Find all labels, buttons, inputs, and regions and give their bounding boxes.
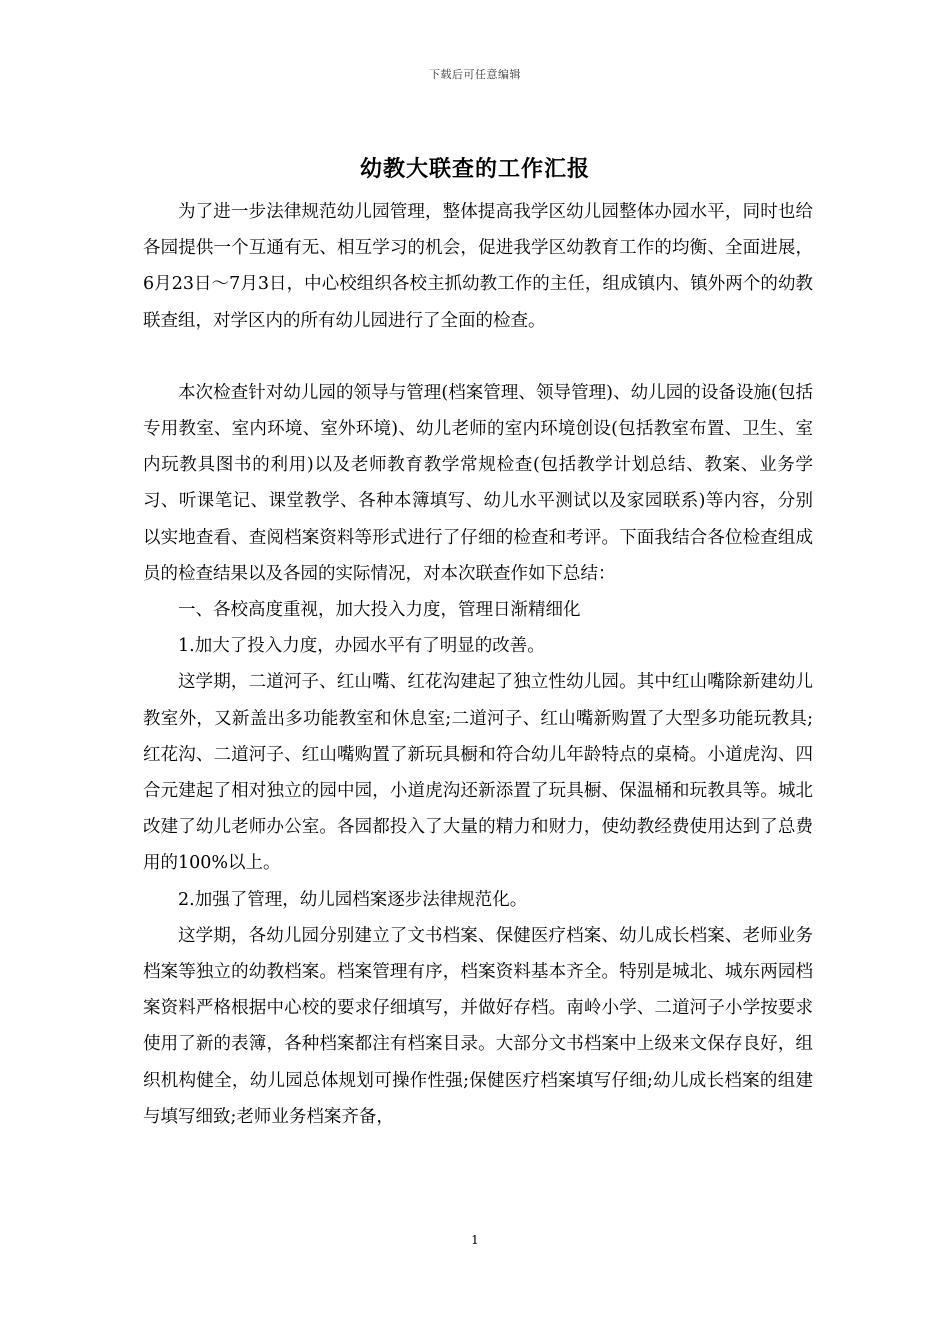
paragraph-gap xyxy=(143,339,813,375)
document-title: 幼教大联查的工作汇报 xyxy=(359,156,590,182)
subheading-1: 1.加大了投入力度，办园水平有了明显的改善。 xyxy=(178,636,545,657)
paragraph-scope: 本次检查针对幼儿园的领导与管理(档案管理、领导管理)、幼儿园的设备设施(包括专用教室、室内环境、室外环境)、幼儿老师的室内环境创设(包括教室布置、卫生、室内玩教具图书的利用)以及老师教育教学常规检查(包括教学计划总结、教案、业务学习、听课笔记、课堂教学、各种本簿填写、幼儿水平测试以及家园联系)等内容，分别以实地查看、查阅档案资料等形式进行了仔细的检查和考评。下面我结合各位检查组成员的检查结果以及各园的实际情况，对本次联查作如下总结： xyxy=(143,382,813,584)
document-body xyxy=(143,194,813,1135)
subheading-2: 2.加强了管理，幼儿园档案逐步法律规范化。 xyxy=(178,889,528,910)
paragraph-intro: 为了进一步法律规范幼儿园管理，整体提高我学区幼儿园整体办园水平，同时也给各园提供一个互通有无、相互学习的机会，促进我学区幼教育工作的均衡、全面进展，6月23日～7月3日，中心校组织各校主抓幼教工作的主任，组成镇内、镇外两个的幼教联查组，对学区内的所有幼儿园进行了全面的检查。 xyxy=(143,202,813,331)
page-number: 1 xyxy=(471,1233,479,1247)
paragraph-investment: 这学期，二道河子、红山嘴、红花沟建起了独立性幼儿园。其中红山嘴除新建幼儿教室外，又新盖出多功能教室和休息室;二道河子、红山嘴新购置了大型多功能玩教具;红花沟、二道河子、红山嘴购置了新玩具橱和符合幼儿年龄特点的桌椅。小道虎沟、四合元建起了相对独立的园中园，小道虎沟还新添置了玩具橱、保温桶和玩教具等。城北改建了幼儿老师办公室。各园都投入了大量的精力和财力，使幼教经费使用达到了总费用的100%以上。 xyxy=(143,672,813,874)
header-note: 下载后可任意编辑 xyxy=(429,68,521,81)
paragraph-archives: 这学期，各幼儿园分别建立了文书档案、保健医疗档案、幼儿成长档案、老师业务档案等独立的幼教档案。档案管理有序，档案资料基本齐全。特别是城北、城东两园档案资料严格根据中心校的要求仔细填写，并做好存档。南岭小学、二道河子小学按要求使用了新的表簿，各种档案都注有档案目录。大部分文书档案中上级来文保存良好，组织机构健全，幼儿园总体规划可操作性强;保健医疗档案填写仔细;幼儿成长档案的组建与填写细致;老师业务档案齐备， xyxy=(143,925,813,1127)
section-heading-1: 一、各校高度重视，加大投入力度，管理日渐精细化 xyxy=(178,600,581,621)
